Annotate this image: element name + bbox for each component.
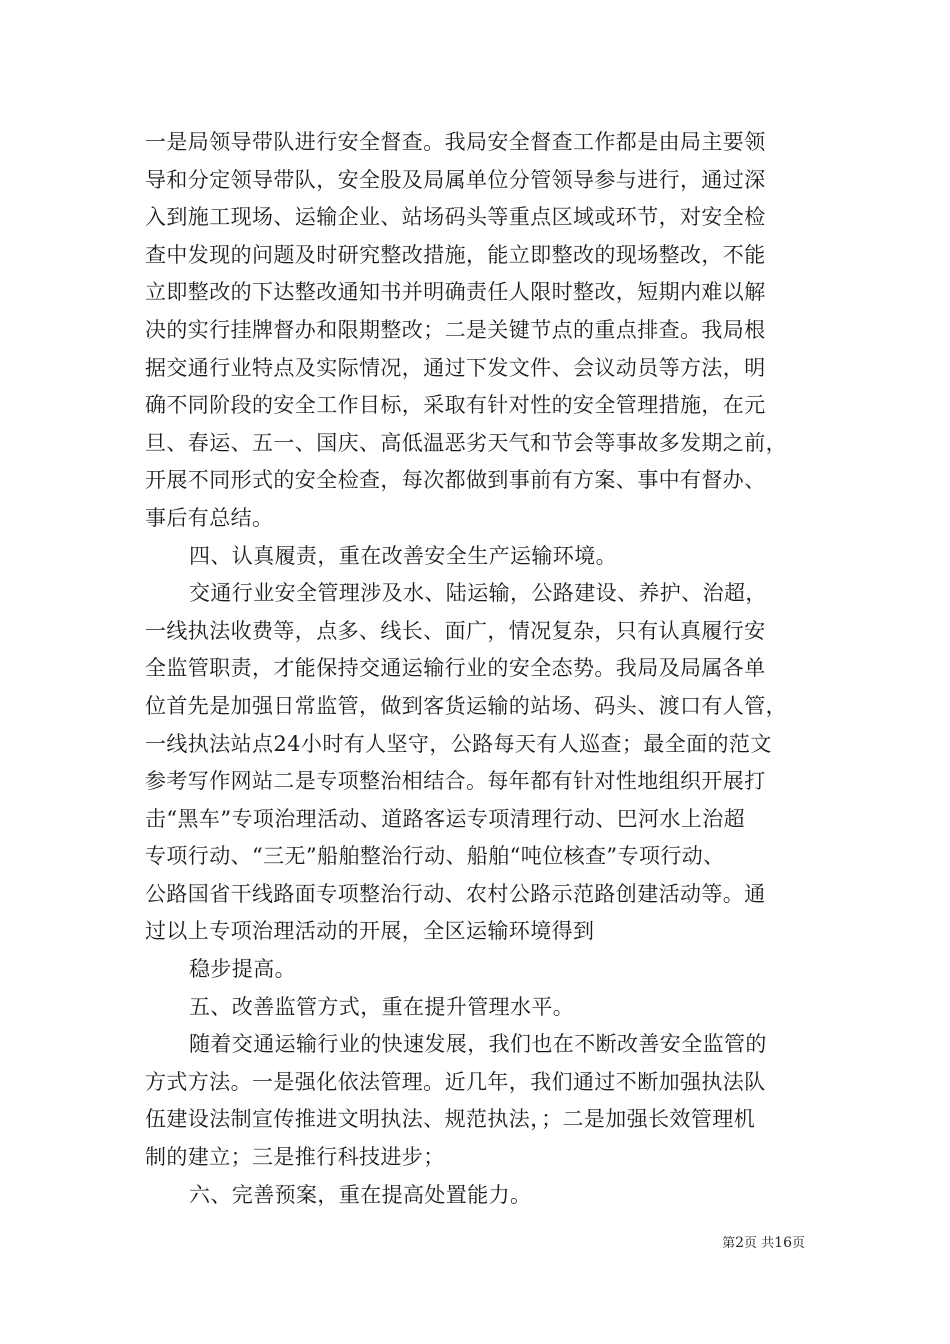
text-line: 方式方法。一是强化依法管理。近几年，我们通过不断加强执法队 xyxy=(145,1069,766,1094)
footer-suffix: 页 xyxy=(791,1236,805,1251)
footer-total-pages: 16 xyxy=(774,1235,792,1251)
footer-page-number: 2 xyxy=(735,1235,745,1251)
text-line: 公路国省干线路面专项整治行动、农村公路示范路创建活动等。通 xyxy=(145,881,766,906)
text-line: 开展不同形式的安全检查，每次都做到事前有方案、事中有督办、 xyxy=(145,468,766,493)
text-line: 确不同阶段的安全工作目标，采取有针对性的安全管理措施，在元 xyxy=(145,393,766,418)
text-line: 决的实行挂牌督办和限期整改；二是关键节点的重点排查。我局根 xyxy=(145,317,766,342)
text-line: 一线执法站点24小时有人坚守，公路每天有人巡查；最全面的范文 xyxy=(145,731,772,756)
page-footer xyxy=(722,1232,805,1251)
text-line: 导和分定领导带队，安全股及局属单位分管领导参与进行，通过深 xyxy=(145,167,766,192)
footer-prefix: 第 xyxy=(722,1236,736,1251)
text-line: 旦、春运、五一、国庆、高低温恶劣天气和节会等事故多发期之前， xyxy=(145,430,787,455)
footer-middle: 页 共 xyxy=(744,1236,775,1251)
text-line: 入到施工现场、运输企业、站场码头等重点区域或环节，对安全检 xyxy=(145,205,766,230)
text-line: 击“黑车”专项治理活动、道路客运专项清理行动、巴河水上治超 xyxy=(145,806,746,831)
text-line: 事后有总结。 xyxy=(145,505,274,530)
text-line: 稳步提高。 xyxy=(189,957,296,982)
text-line: 随着交通运输行业的快速发展，我们也在不断改善安全监管的 xyxy=(189,1032,767,1057)
text-line: 立即整改的下达整改通知书并明确责任人限时整改，短期内难以解 xyxy=(145,280,766,305)
text-line: 六、完善预案，重在提高处置能力。 xyxy=(189,1182,532,1207)
text-line: 位首先是加强日常监管，做到客货运输的站场、码头、渡口有人管， xyxy=(145,693,787,718)
text-line: 制的建立；三是推行科技进步； xyxy=(145,1145,445,1170)
text-line: 查中发现的问题及时研究整改措施，能立即整改的现场整改，不能 xyxy=(145,242,766,267)
text-line: 一是局领导带队进行安全督查。我局安全督查工作都是由局主要领 xyxy=(145,130,766,154)
text-line: 交通行业安全管理涉及水、陆运输，公路建设、养护、治超， xyxy=(189,581,767,606)
document-body xyxy=(145,124,815,1214)
text-line: 四、认真履责，重在改善安全生产运输环境。 xyxy=(189,543,617,568)
text-line: 伍建设法制宣传推进文明执法、规范执法，；二是加强长效管理机 xyxy=(145,1107,756,1132)
text-line: 一线执法收费等，点多、线长、面广，情况复杂，只有认真履行安 xyxy=(145,618,766,643)
text-line: 全监管职责，才能保持交通运输行业的安全态势。我局及局属各单 xyxy=(145,656,766,681)
text-line: 参考写作网站二是专项整治相结合。每年都有针对性地组织开展打 xyxy=(145,769,766,794)
text-line: 专项行动、“三无”船舶整治行动、船舶“吨位核查”专项行动、 xyxy=(145,844,725,869)
text-line: 五、改善监管方式，重在提升管理水平。 xyxy=(189,994,575,1019)
text-line: 据交通行业特点及实际情况，通过下发文件、会议动员等方法，明 xyxy=(145,355,766,380)
text-line: 过以上专项治理活动的开展，全区运输环境得到 xyxy=(145,919,595,944)
